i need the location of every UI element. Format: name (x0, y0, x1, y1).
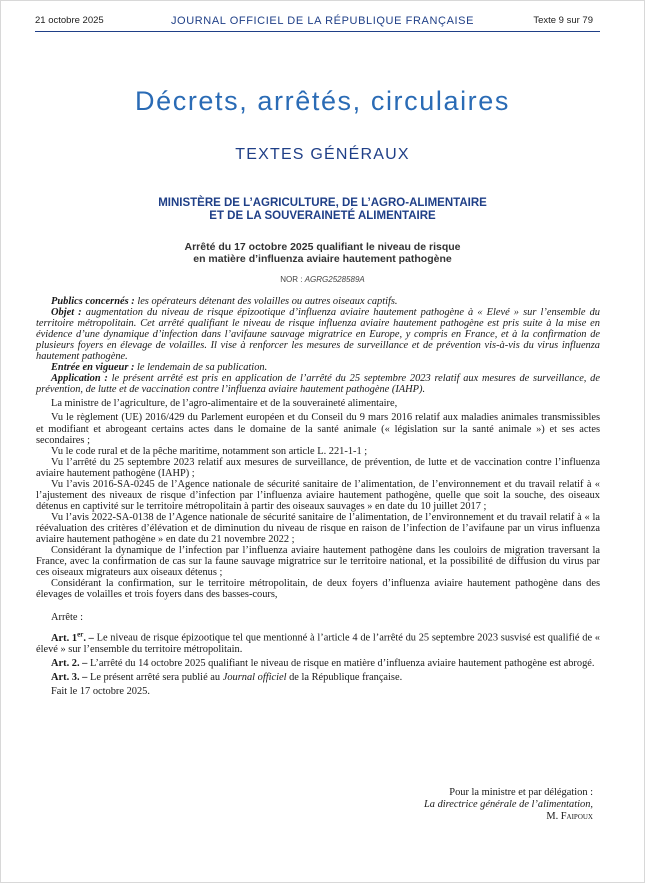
signature-block (424, 787, 593, 823)
summary-publics-text: les opérateurs détenant des volailles ou autres oiseaux captifs. (137, 296, 398, 307)
preamble-vu-avis-2016: Vu l’avis 2016-SA-0245 de l’Agence nationale de sécurité sanitaire de l’alimentation, de l’environnement et du travail relatif à « l’ajustement des niveaux de risque d’infection par l’influenza aviaire hautement pathogène, quelle que soit la souche, des oiseaux détenus en captivité sur le territoire métropolitain à partir des oiseaux sauvages » en date du 10 juillet 2017 ; (36, 478, 600, 512)
arrete-word: Arrête : (51, 612, 84, 624)
preamble-vu-code-rural: Vu le code rural et de la pêche maritime, notamment son article L. 221-1-1 ; (51, 445, 368, 457)
summary-application-text: le présent arrêté est pris en application de l’arrêté du 25 septembre 2023 relatif aux mesures de surveillance, de prévention, de lutte et de vaccination contre l’influenza aviaire hautement pathogène (IAHP). (36, 373, 600, 396)
article-3-text-italic: Journal officiel (222, 671, 287, 683)
nor-code: AGRG2528589A (304, 275, 365, 284)
signature-line-2: La directrice générale de l’alimentation, (424, 799, 593, 810)
nor-reference (0, 275, 645, 284)
article-1-text: Le niveau de risque épizootique tel que mentionné à l’article 4 de l’arrêté du 25 septembre 2023 susvisé est qualifié de « élevé » sur l’ensemble du territoire métropolitain. (36, 632, 600, 655)
preamble-considerant-foyers: Considérant la confirmation, sur le territoire métropolitain, de deux foyers d’influenza aviaire hautement pathogène dans des élevages de volailles et trois foyers dans des basses-cours, (36, 578, 600, 601)
document-body (36, 296, 600, 697)
summary-publics-label: Publics concernés : (51, 296, 135, 307)
ministry-title (0, 197, 645, 223)
header-journal-title: JOURNAL OFFICIEL DE LA RÉPUBLIQUE FRANÇAISE (170, 15, 475, 27)
preamble-ministre: La ministre de l’agriculture, de l’agro-alimentaire et de la souveraineté alimentaire, (51, 398, 398, 410)
header-rule (35, 31, 600, 32)
summary-entree-label: Entrée en vigueur : (51, 362, 135, 374)
header-texte-number: Texte 9 sur 79 (533, 15, 593, 26)
summary-objet-text: augmentation du niveau de risque épizootique d’influenza aviaire hautement pathogène à « Elevé » sur l’ensemble du territoire métropolitain. Cet arrêté qualifiant le niveau de risque influenza aviaire hautement pathogène est pris suite à la mise en évidence d’une dynamique d’infection dans l’avifaune sauvage migratrice en Europe, y compris en France, et à la confirmation de plusieurs foyers en élevage de volailles. Il vise à renforcer les mesures de surveillance et de prévention vis-à-vis du virus influenza hautement pathogène. (36, 307, 600, 363)
ministry-line-1: MINISTÈRE DE L’AGRICULTURE, DE L’AGRO-ALIMENTAIRE (158, 197, 487, 209)
fait-le: Fait le 17 octobre 2025. (51, 685, 150, 697)
preamble-vu-reglement: Vu le règlement (UE) 2016/429 du Parlement européen et du Conseil du 9 mars 2016 relatif aux maladies animales transmissibles et modifiant et abrogeant certains actes dans le domaine de la santé animale (« législation sur la santé animale ») et ses actes secondaires ; (36, 412, 600, 446)
arrete-title (0, 241, 645, 265)
summary-objet-label: Objet : (51, 307, 82, 319)
preamble-vu-arrete: Vu l’arrêté du 25 septembre 2023 relatif aux mesures de surveillance, de prévention, de lutte et de vaccination contre l’influenza aviaire hautement pathogène (IAHP) ; (36, 456, 600, 479)
article-1 (36, 629, 600, 655)
article-3-text-after: de la République française. (289, 671, 403, 683)
page-title: Décrets, arrêtés, circulaires (135, 86, 510, 116)
article-2 (36, 658, 600, 669)
article-3 (36, 672, 600, 683)
summary-publics (36, 296, 600, 307)
summary-objet (36, 307, 600, 362)
signature-name: M. Faipoux (546, 811, 593, 822)
article-3-text-before: Le présent arrêté sera publié au (89, 671, 221, 683)
arrete-title-line-1: Arrêté du 17 octobre 2025 qualifiant le niveau de risque (184, 241, 461, 253)
summary-entree (36, 362, 600, 373)
arrete-title-line-2: en matière d’influenza aviaire hautement pathogène (193, 253, 452, 265)
article-3-label: Art. 3. – (51, 671, 88, 683)
header-date: 21 octobre 2025 (35, 15, 104, 26)
article-1-label: Art. 1er. – (51, 630, 94, 644)
article-2-text: L’arrêté du 14 octobre 2025 qualifiant le niveau de risque en matière d’influenza aviaire hautement pathogène est abrogé. (89, 657, 595, 669)
summary-application-label: Application : (51, 373, 108, 385)
ministry-line-2: ET DE LA SOUVERAINETÉ ALIMENTAIRE (209, 210, 436, 222)
preamble-considerant-dynamique: Considérant la dynamique de l’infection par l’influenza aviaire hautement pathogène dans les couloirs de migration traversant la France, avec la confirmation de cas sur la faune sauvage migratrice sur le territoire national, et la possibilité de diffusion du virus par ces oiseaux migrateurs aux oiseaux détenus ; (36, 545, 600, 579)
signature-line-1: Pour la ministre et par délégation : (449, 787, 593, 798)
article-2-label: Art. 2. – (51, 657, 88, 669)
section-title: TEXTES GÉNÉRAUX (235, 146, 410, 163)
summary-application (36, 373, 600, 395)
summary-entree-text: le lendemain de sa publication. (137, 362, 268, 374)
preamble-vu-avis-2022: Vu l’avis 2022-SA-0138 de l’Agence nationale de sécurité sanitaire de l’alimentation, de l’environnement et du travail relatif à « la réévaluation des critères d’élévation et de diminution du niveau de risque en raison de l’infection de l’avifaune par un virus influenza aviaire hautement pathogène » en date du 21 novembre 2022 ; (36, 511, 600, 545)
nor-label: NOR : (280, 275, 303, 284)
